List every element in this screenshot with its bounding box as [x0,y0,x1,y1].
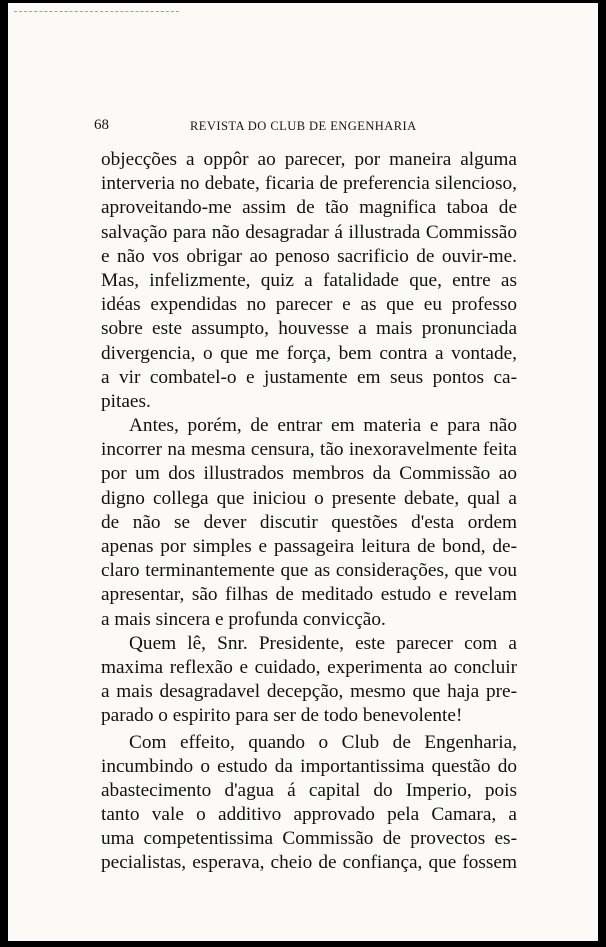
text-line: a mais desagradavel decepção, mesmo que haja pre- [101,681,517,703]
text-line: apresentar, são filhas de meditado estudo e revelam [101,584,517,606]
text-line: sobre este assumpto, houvesse a mais pronunciada [101,318,517,340]
text-line: aproveitando-me assim de tão magnifica taboa de [101,197,517,219]
text-line: de não se dever discutir questões d'esta ordem [101,511,517,533]
text-line: a mais sincera e profunda convicção. [101,608,386,630]
text-line: por um dos illustrados membros da Commissão ao [101,463,517,485]
text-line: interveria no debate, ficaria de preferencia silencioso, [101,173,517,195]
text-line: pitaes. [101,390,151,412]
article-body [101,148,517,876]
text-line: apenas por simples e passageira leitura de bond, de- [101,536,517,557]
text-line: pecialistas, esperava, cheio de confiança, que fossem [101,852,517,874]
text-line: digno collega que iniciou o presente debate, qual a [101,487,517,509]
page-header [94,117,522,137]
text-line: uma competentissima Commissão de provectos es- [101,828,517,850]
text-line: parado o espirito para ser de todo benevolente! [101,705,463,727]
text-line: divergencia, o que me força, bem contra a vontade, [101,342,517,364]
text-line: claro terminantemente que as considerações, que vou [101,560,517,582]
paragraph-start-line: Antes, porém, de entrar em materia e para não [129,415,517,437]
text-line: idéas expendidas no parecer e as que eu professo [101,294,517,316]
text-line: salvação para não desagradar á illustrada Commissão [101,221,517,243]
text-line: a vir combatel-o e justamente em seus pontos ca- [101,366,517,388]
paragraph-start-line: Com effeito, quando o Club de Engenharia, [129,731,517,753]
text-line: incorrer na mesma censura, tão inexoravelmente feita [101,439,517,461]
text-line: e não vos obrigar ao penoso sacrificio de ouvir-me. [101,245,517,267]
page-number: 68 [94,117,109,133]
scan-top-mark [14,11,179,13]
scanned-page [8,3,598,941]
text-line: tanto vale o additivo approvado pela Camara, a [101,804,517,826]
text-line: abastecimento d'agua á capital do Imperio, pois [101,779,517,801]
text-line: incumbindo o estudo da importantissima questão do [101,755,517,777]
text-line: objecções a oppôr ao parecer, por maneira alguma [101,149,517,170]
text-line: Mas, infelizmente, quiz a fatalidade que, entre as [101,269,517,291]
text-line: maxima reflexão e cuidado, experimenta ao concluir [101,656,517,678]
paragraph-start-line: Quem lê, Snr. Presidente, este parecer com a [129,632,517,654]
running-head: REVISTA DO CLUB DE ENGENHARIA [190,119,417,133]
